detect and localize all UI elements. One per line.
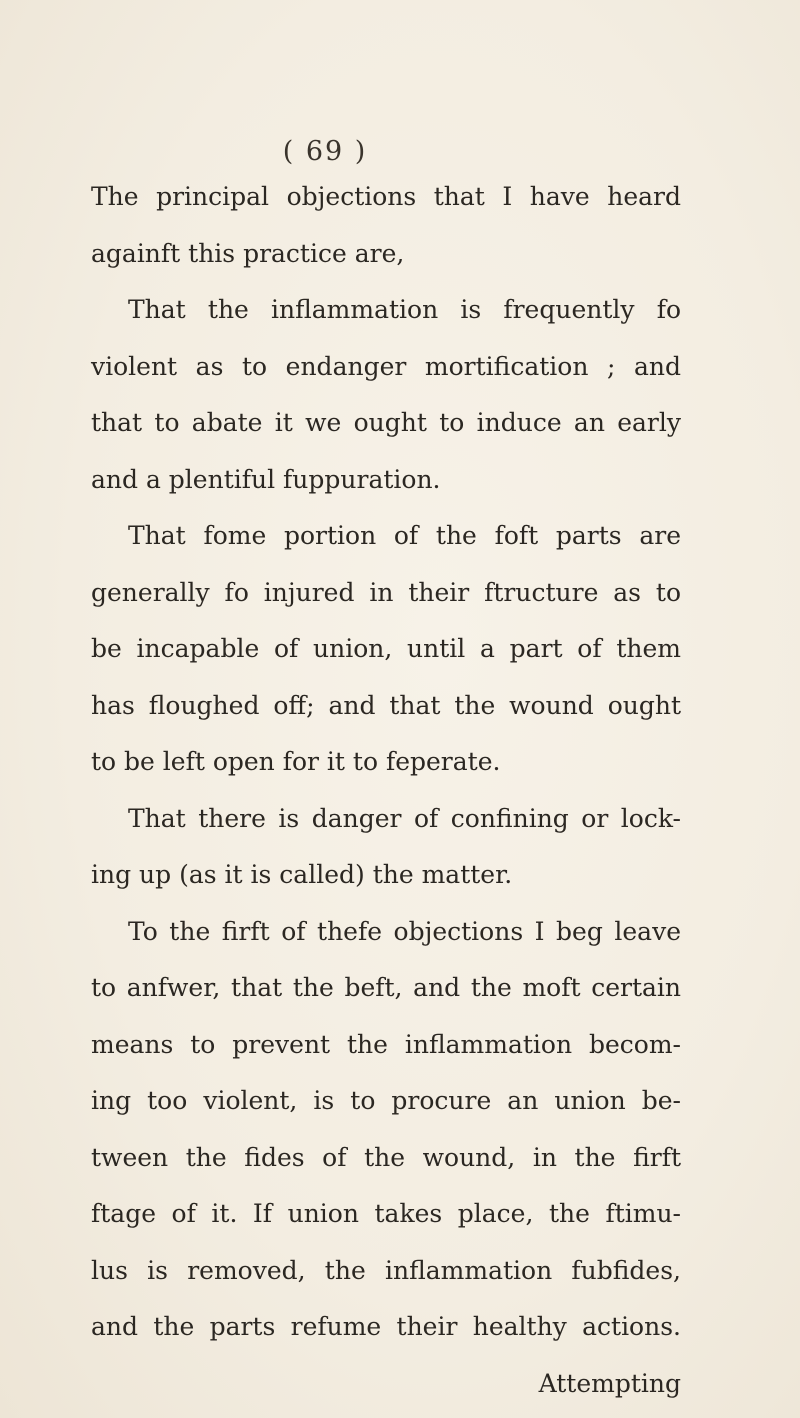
catchword: Attempting xyxy=(538,1368,681,1398)
text-line-2: againft this practice are, xyxy=(91,238,405,268)
text-line-9: be incapable of union, until a part of them xyxy=(91,634,681,663)
text-line-17: ing too violent, is to procure an union be- xyxy=(91,1086,681,1115)
page-number: ( 69 ) xyxy=(282,136,368,167)
text-line-3: That the inflammation is frequently fo xyxy=(128,295,681,324)
text-line-12: That there is danger of confining or lock- xyxy=(128,803,681,833)
text-line-5: that to abate it we ought to induce an early xyxy=(91,408,681,437)
text-line-11: to be left open for it to feperate. xyxy=(91,747,501,776)
text-line-15: to anfwer, that the beft, and the moft certain xyxy=(91,973,681,1002)
text-line-8: generally fo injured in their ftructure as to xyxy=(91,577,681,607)
text-line-13: ing up (as it is called) the matter. xyxy=(91,860,513,889)
text-line-7: That fome portion of the foft parts are xyxy=(128,521,681,550)
text-line-10: has floughed off; and that the wound ought xyxy=(91,690,681,720)
text-line-16: means to prevent the inflammation becom- xyxy=(91,1029,681,1059)
text-line-21: and the parts refume their healthy actions. xyxy=(91,1312,681,1341)
text-line-6: and a plentiful fuppuration. xyxy=(91,464,441,494)
text-line-18: tween the fides of the wound, in the firft xyxy=(91,1142,681,1172)
text-line-1: The principal objections that I have heard xyxy=(91,182,681,211)
text-line-4: violent as to endanger mortification ; and xyxy=(91,351,681,381)
text-line-20: lus is removed, the inflammation fubfides, xyxy=(91,1255,681,1285)
text-line-19: ftage of it. If union takes place, the ftimu- xyxy=(91,1199,681,1228)
text-line-14: To the firft of thefe objections I beg leave xyxy=(128,916,681,946)
